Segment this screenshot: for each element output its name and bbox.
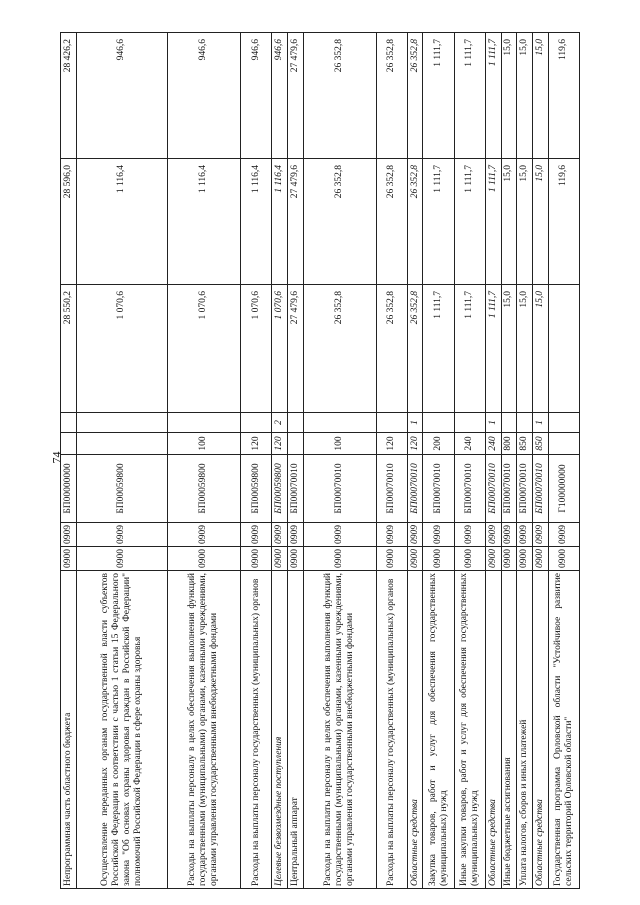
row-amount-year1: 26 352,8 [303, 285, 376, 413]
table-row [486, 33, 502, 889]
row-ministry-code: 0900 [501, 547, 517, 571]
row-amount-year1: 15,0 [501, 285, 517, 413]
table-container [60, 33, 580, 889]
row-expense-type [76, 433, 167, 455]
row-funding-source [61, 413, 77, 433]
row-amount-year1: 27 479,6 [287, 285, 303, 413]
row-target-article: БП00070010 [423, 455, 454, 523]
row-section-code: 0909 [517, 523, 533, 547]
row-ministry-code: 0900 [376, 547, 407, 571]
table-row [423, 33, 454, 889]
row-ministry-code: 0900 [76, 547, 167, 571]
row-expense-type [548, 433, 579, 455]
row-target-article: БП00000000 [61, 455, 77, 523]
row-section-code: 0909 [376, 523, 407, 547]
row-description: Иные бюджетные ассигнования [501, 571, 517, 889]
row-funding-source [376, 413, 407, 433]
table-row [272, 33, 288, 889]
row-target-article: Г100000000 [548, 455, 579, 523]
row-expense-type: 850 [517, 433, 533, 455]
table-row [376, 33, 407, 889]
row-description: Расходы на выплаты персоналу государственных (муниципальных) органов [240, 571, 271, 889]
row-expense-type: 120 [407, 433, 423, 455]
row-amount-year2: 1 116,4 [272, 159, 288, 285]
row-target-article: БП00070010 [303, 455, 376, 523]
row-expense-type [287, 433, 303, 455]
row-section-code: 0909 [407, 523, 423, 547]
row-funding-source [76, 413, 167, 433]
row-target-article: БП00070010 [517, 455, 533, 523]
row-section-code: 0909 [76, 523, 167, 547]
row-ministry-code: 0900 [532, 547, 548, 571]
row-description: Центральный аппарат [287, 571, 303, 889]
row-amount-year1: 1 111,7 [423, 285, 454, 413]
row-description: Расходы на выплаты персоналу государственных (муниципальных) органов [376, 571, 407, 889]
row-amount-year1: 1 070,6 [272, 285, 288, 413]
row-amount-year2: 27 479,6 [287, 159, 303, 285]
row-expense-type: 120 [272, 433, 288, 455]
row-expense-type: 200 [423, 433, 454, 455]
row-amount-year1: 1 111,7 [486, 285, 502, 413]
row-description: Непрограммная часть областного бюджета [61, 571, 77, 889]
row-amount-year3: 119,6 [548, 33, 579, 159]
row-section-code: 0909 [548, 523, 579, 547]
row-description: Уплата налогов, сборов и иных платежей [517, 571, 533, 889]
row-ministry-code: 0900 [517, 547, 533, 571]
table-row [76, 33, 167, 889]
table-row [548, 33, 579, 889]
table-row [167, 33, 240, 889]
row-amount-year3: 1 111,7 [423, 33, 454, 159]
row-ministry-code: 0900 [287, 547, 303, 571]
row-amount-year3: 946,6 [167, 33, 240, 159]
row-amount-year2: 15,0 [501, 159, 517, 285]
budget-table [60, 32, 580, 889]
row-expense-type [61, 433, 77, 455]
row-amount-year3: 15,0 [501, 33, 517, 159]
row-funding-source: 2 [272, 413, 288, 433]
row-funding-source [287, 413, 303, 433]
row-ministry-code: 0900 [486, 547, 502, 571]
row-amount-year1: 15,0 [517, 285, 533, 413]
row-funding-source: 1 [532, 413, 548, 433]
row-amount-year2: 119,6 [548, 159, 579, 285]
table-row [454, 33, 485, 889]
page-number: 74 [49, 451, 64, 464]
row-amount-year1: 26 352,8 [376, 285, 407, 413]
table-row [61, 33, 77, 889]
row-funding-source [454, 413, 485, 433]
row-amount-year1: 26 352,8 [407, 285, 423, 413]
row-description: Государственная программа Орловской области "Устойчивое развитие сельских территорий Орловской области" [548, 571, 579, 889]
row-expense-type: 120 [240, 433, 271, 455]
row-ministry-code: 0900 [303, 547, 376, 571]
row-funding-source: 1 [486, 413, 502, 433]
row-ministry-code: 0900 [407, 547, 423, 571]
row-amount-year2: 1 116,4 [76, 159, 167, 285]
row-ministry-code: 0900 [423, 547, 454, 571]
row-section-code: 0909 [167, 523, 240, 547]
row-section-code: 0909 [303, 523, 376, 547]
row-amount-year1 [548, 285, 579, 413]
row-ministry-code: 0900 [454, 547, 485, 571]
row-ministry-code: 0900 [61, 547, 77, 571]
table-row [532, 33, 548, 889]
row-amount-year1: 1 111,7 [454, 285, 485, 413]
row-amount-year1: 15,0 [532, 285, 548, 413]
row-amount-year3: 28 426,2 [61, 33, 77, 159]
row-amount-year3: 26 352,8 [407, 33, 423, 159]
row-description: Областные средства [486, 571, 502, 889]
row-funding-source [240, 413, 271, 433]
row-section-code: 0909 [287, 523, 303, 547]
row-section-code: 0909 [272, 523, 288, 547]
row-description: Областные средства [407, 571, 423, 889]
row-amount-year3: 946,6 [76, 33, 167, 159]
row-amount-year2: 15,0 [517, 159, 533, 285]
row-amount-year1: 1 070,6 [167, 285, 240, 413]
row-section-code: 0909 [501, 523, 517, 547]
row-amount-year2: 26 352,8 [407, 159, 423, 285]
row-amount-year3: 26 352,8 [376, 33, 407, 159]
row-expense-type: 850 [532, 433, 548, 455]
row-target-article: БП00070010 [407, 455, 423, 523]
row-amount-year3: 946,6 [272, 33, 288, 159]
row-amount-year1: 28 550,2 [61, 285, 77, 413]
row-amount-year2: 1 111,7 [454, 159, 485, 285]
row-amount-year2: 28 596,0 [61, 159, 77, 285]
row-expense-type: 120 [376, 433, 407, 455]
row-expense-type: 100 [303, 433, 376, 455]
row-target-article: БП00070010 [486, 455, 502, 523]
row-amount-year2: 26 352,8 [376, 159, 407, 285]
row-expense-type: 240 [454, 433, 485, 455]
table-row [303, 33, 376, 889]
row-amount-year2: 1 111,7 [486, 159, 502, 285]
row-description: Расходы на выплаты персоналу в целях обеспечения выполнения функций государственными (муниципальными) органами, казенными учреждениями, органами управления государственными внебюджетными фондами [303, 571, 376, 889]
row-expense-type: 100 [167, 433, 240, 455]
row-amount-year3: 27 479,6 [287, 33, 303, 159]
table-row [501, 33, 517, 889]
row-section-code: 0909 [240, 523, 271, 547]
row-description: Иные закупки товаров, работ и услуг для обеспечения государственных (муниципальных) нужд [454, 571, 485, 889]
row-funding-source [303, 413, 376, 433]
row-amount-year2: 1 111,7 [423, 159, 454, 285]
row-description: Закупка товаров, работ и услуг для обеспечения государственных (муниципальных) нужд [423, 571, 454, 889]
rotated-table-frame [60, 33, 580, 889]
row-section-code: 0909 [454, 523, 485, 547]
row-target-article: БП00059800 [272, 455, 288, 523]
row-funding-source [423, 413, 454, 433]
row-target-article: БП00059800 [76, 455, 167, 523]
row-target-article: БП00070010 [454, 455, 485, 523]
row-description: Расходы на выплаты персоналу в целях обеспечения выполнения функций государственными (муниципальными) органами, казенными учреждениями, органами управления государственными внебюджетными фондами [167, 571, 240, 889]
table-row [240, 33, 271, 889]
row-ministry-code: 0900 [240, 547, 271, 571]
row-ministry-code: 0900 [167, 547, 240, 571]
row-funding-source [501, 413, 517, 433]
row-target-article: БП00059800 [240, 455, 271, 523]
row-section-code: 0909 [423, 523, 454, 547]
row-amount-year3: 1 111,7 [454, 33, 485, 159]
row-section-code: 0909 [532, 523, 548, 547]
row-description: Осуществление переданных органам государственной власти субъектов Российской Федерации в соответствии с частью 1 статьи 15 Федерального закона "Об основах охраны здоровья граждан в Российской Федерации" полномочий Российской Федерации в сфере охраны здоровья [76, 571, 167, 889]
row-amount-year3: 1 111,7 [486, 33, 502, 159]
row-section-code: 0909 [486, 523, 502, 547]
row-amount-year2: 1 116,4 [240, 159, 271, 285]
row-expense-type: 240 [486, 433, 502, 455]
row-amount-year3: 946,6 [240, 33, 271, 159]
table-row [407, 33, 423, 889]
row-ministry-code: 0900 [548, 547, 579, 571]
table-row [287, 33, 303, 889]
row-description: Областные средства [532, 571, 548, 889]
row-target-article: БП00059800 [167, 455, 240, 523]
row-amount-year2: 26 352,8 [303, 159, 376, 285]
row-funding-source [517, 413, 533, 433]
row-amount-year2: 1 116,4 [167, 159, 240, 285]
row-target-article: БП00070010 [287, 455, 303, 523]
row-amount-year1: 1 070,6 [76, 285, 167, 413]
table-row [517, 33, 533, 889]
row-expense-type: 800 [501, 433, 517, 455]
row-amount-year2: 15,0 [532, 159, 548, 285]
row-funding-source: 1 [407, 413, 423, 433]
row-ministry-code: 0900 [272, 547, 288, 571]
row-target-article: БП00070010 [532, 455, 548, 523]
row-funding-source [167, 413, 240, 433]
row-amount-year3: 15,0 [532, 33, 548, 159]
row-funding-source [548, 413, 579, 433]
row-section-code: 0909 [61, 523, 77, 547]
row-target-article: БП00070010 [501, 455, 517, 523]
row-target-article: БП00070010 [376, 455, 407, 523]
row-amount-year3: 15,0 [517, 33, 533, 159]
row-amount-year1: 1 070,6 [240, 285, 271, 413]
row-description: Целевые безвозмездные поступления [272, 571, 288, 889]
row-amount-year3: 26 352,8 [303, 33, 376, 159]
